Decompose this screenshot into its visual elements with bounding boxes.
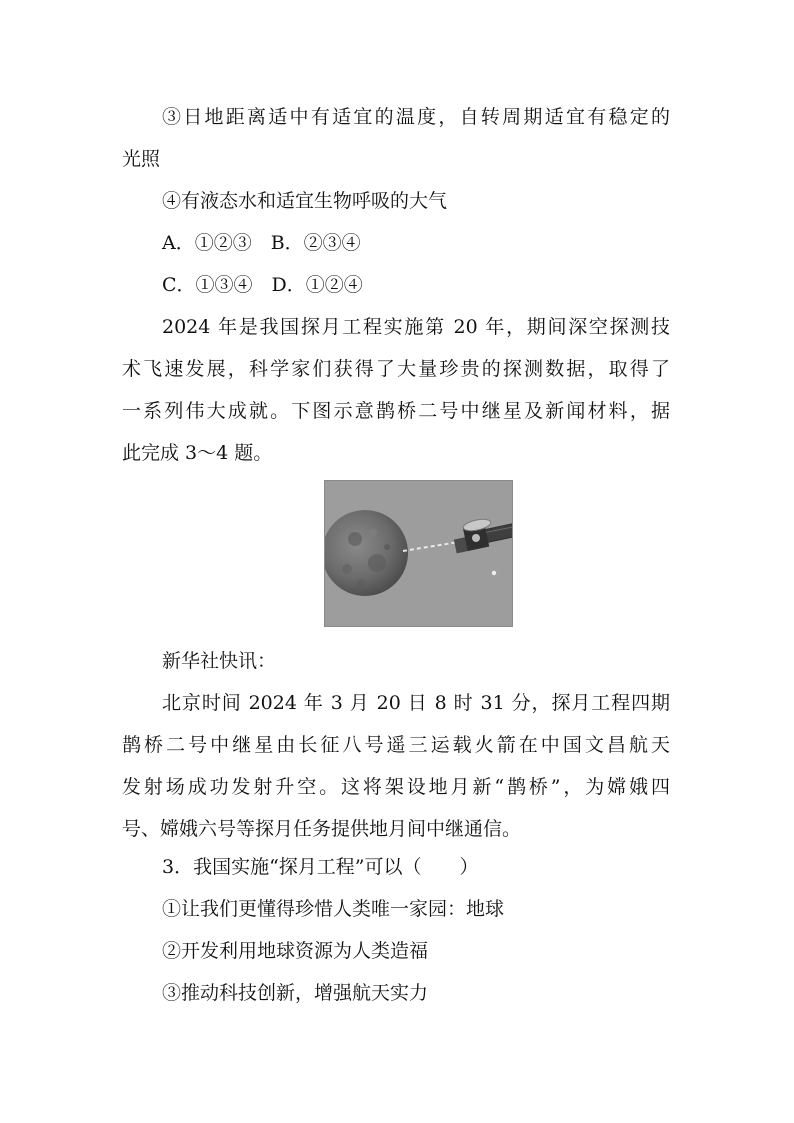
- question-3-option-1: ①让我们更懂得珍惜人类唯一家园：地球: [162, 898, 505, 920]
- news-line-1: 北京时间 2024 年 3 月 20 日 8 时 31 分，探月工程四期: [162, 692, 670, 714]
- intro-line-4: 此完成 3～4 题。: [122, 442, 273, 464]
- moon-satellite-illustration: [325, 481, 512, 626]
- intro-line-2: 术飞速发展，科学家们获得了大量珍贵的探测数据，取得了: [122, 358, 670, 380]
- queqiao-2-figure: [324, 480, 513, 627]
- question-3-stem: 3．我国实施“探月工程”可以（ ）: [162, 856, 479, 878]
- news-line-3: 发射场成功发射升空。这将架设地月新“鹊桥”，为嫦娥四: [122, 776, 670, 798]
- news-line-2: 鹊桥二号中继星由长征八号遥三运载火箭在中国文昌航天: [122, 734, 670, 756]
- news-line-4: 号、嫦娥六号等探月任务提供地月间中继通信。: [122, 818, 522, 840]
- choices-a-b: A．①②③ B．②③④: [162, 232, 361, 254]
- moon-icon: [325, 510, 408, 596]
- option-3-line-1: ③日地距离适中有适宜的温度，自转周期适宜有稳定的: [162, 106, 670, 128]
- news-heading: 新华社快讯：: [162, 650, 277, 672]
- choices-c-d: C．①③④ D．①②④: [162, 274, 363, 296]
- option-3-line-2: 光照: [122, 148, 161, 170]
- earth-dot: [492, 571, 496, 575]
- option-4: ④有液态水和适宜生物呼吸的大气: [162, 190, 448, 212]
- intro-line-3: 一系列伟大成就。下图示意鹊桥二号中继星及新闻材料，据: [122, 400, 670, 422]
- intro-line-1: 2024 年是我国探月工程实施第 20 年，期间深空探测技: [162, 316, 670, 338]
- question-3-option-2: ②开发利用地球资源为人类造福: [162, 940, 429, 962]
- question-3-option-3: ③推动科技创新，增强航天实力: [162, 982, 429, 1004]
